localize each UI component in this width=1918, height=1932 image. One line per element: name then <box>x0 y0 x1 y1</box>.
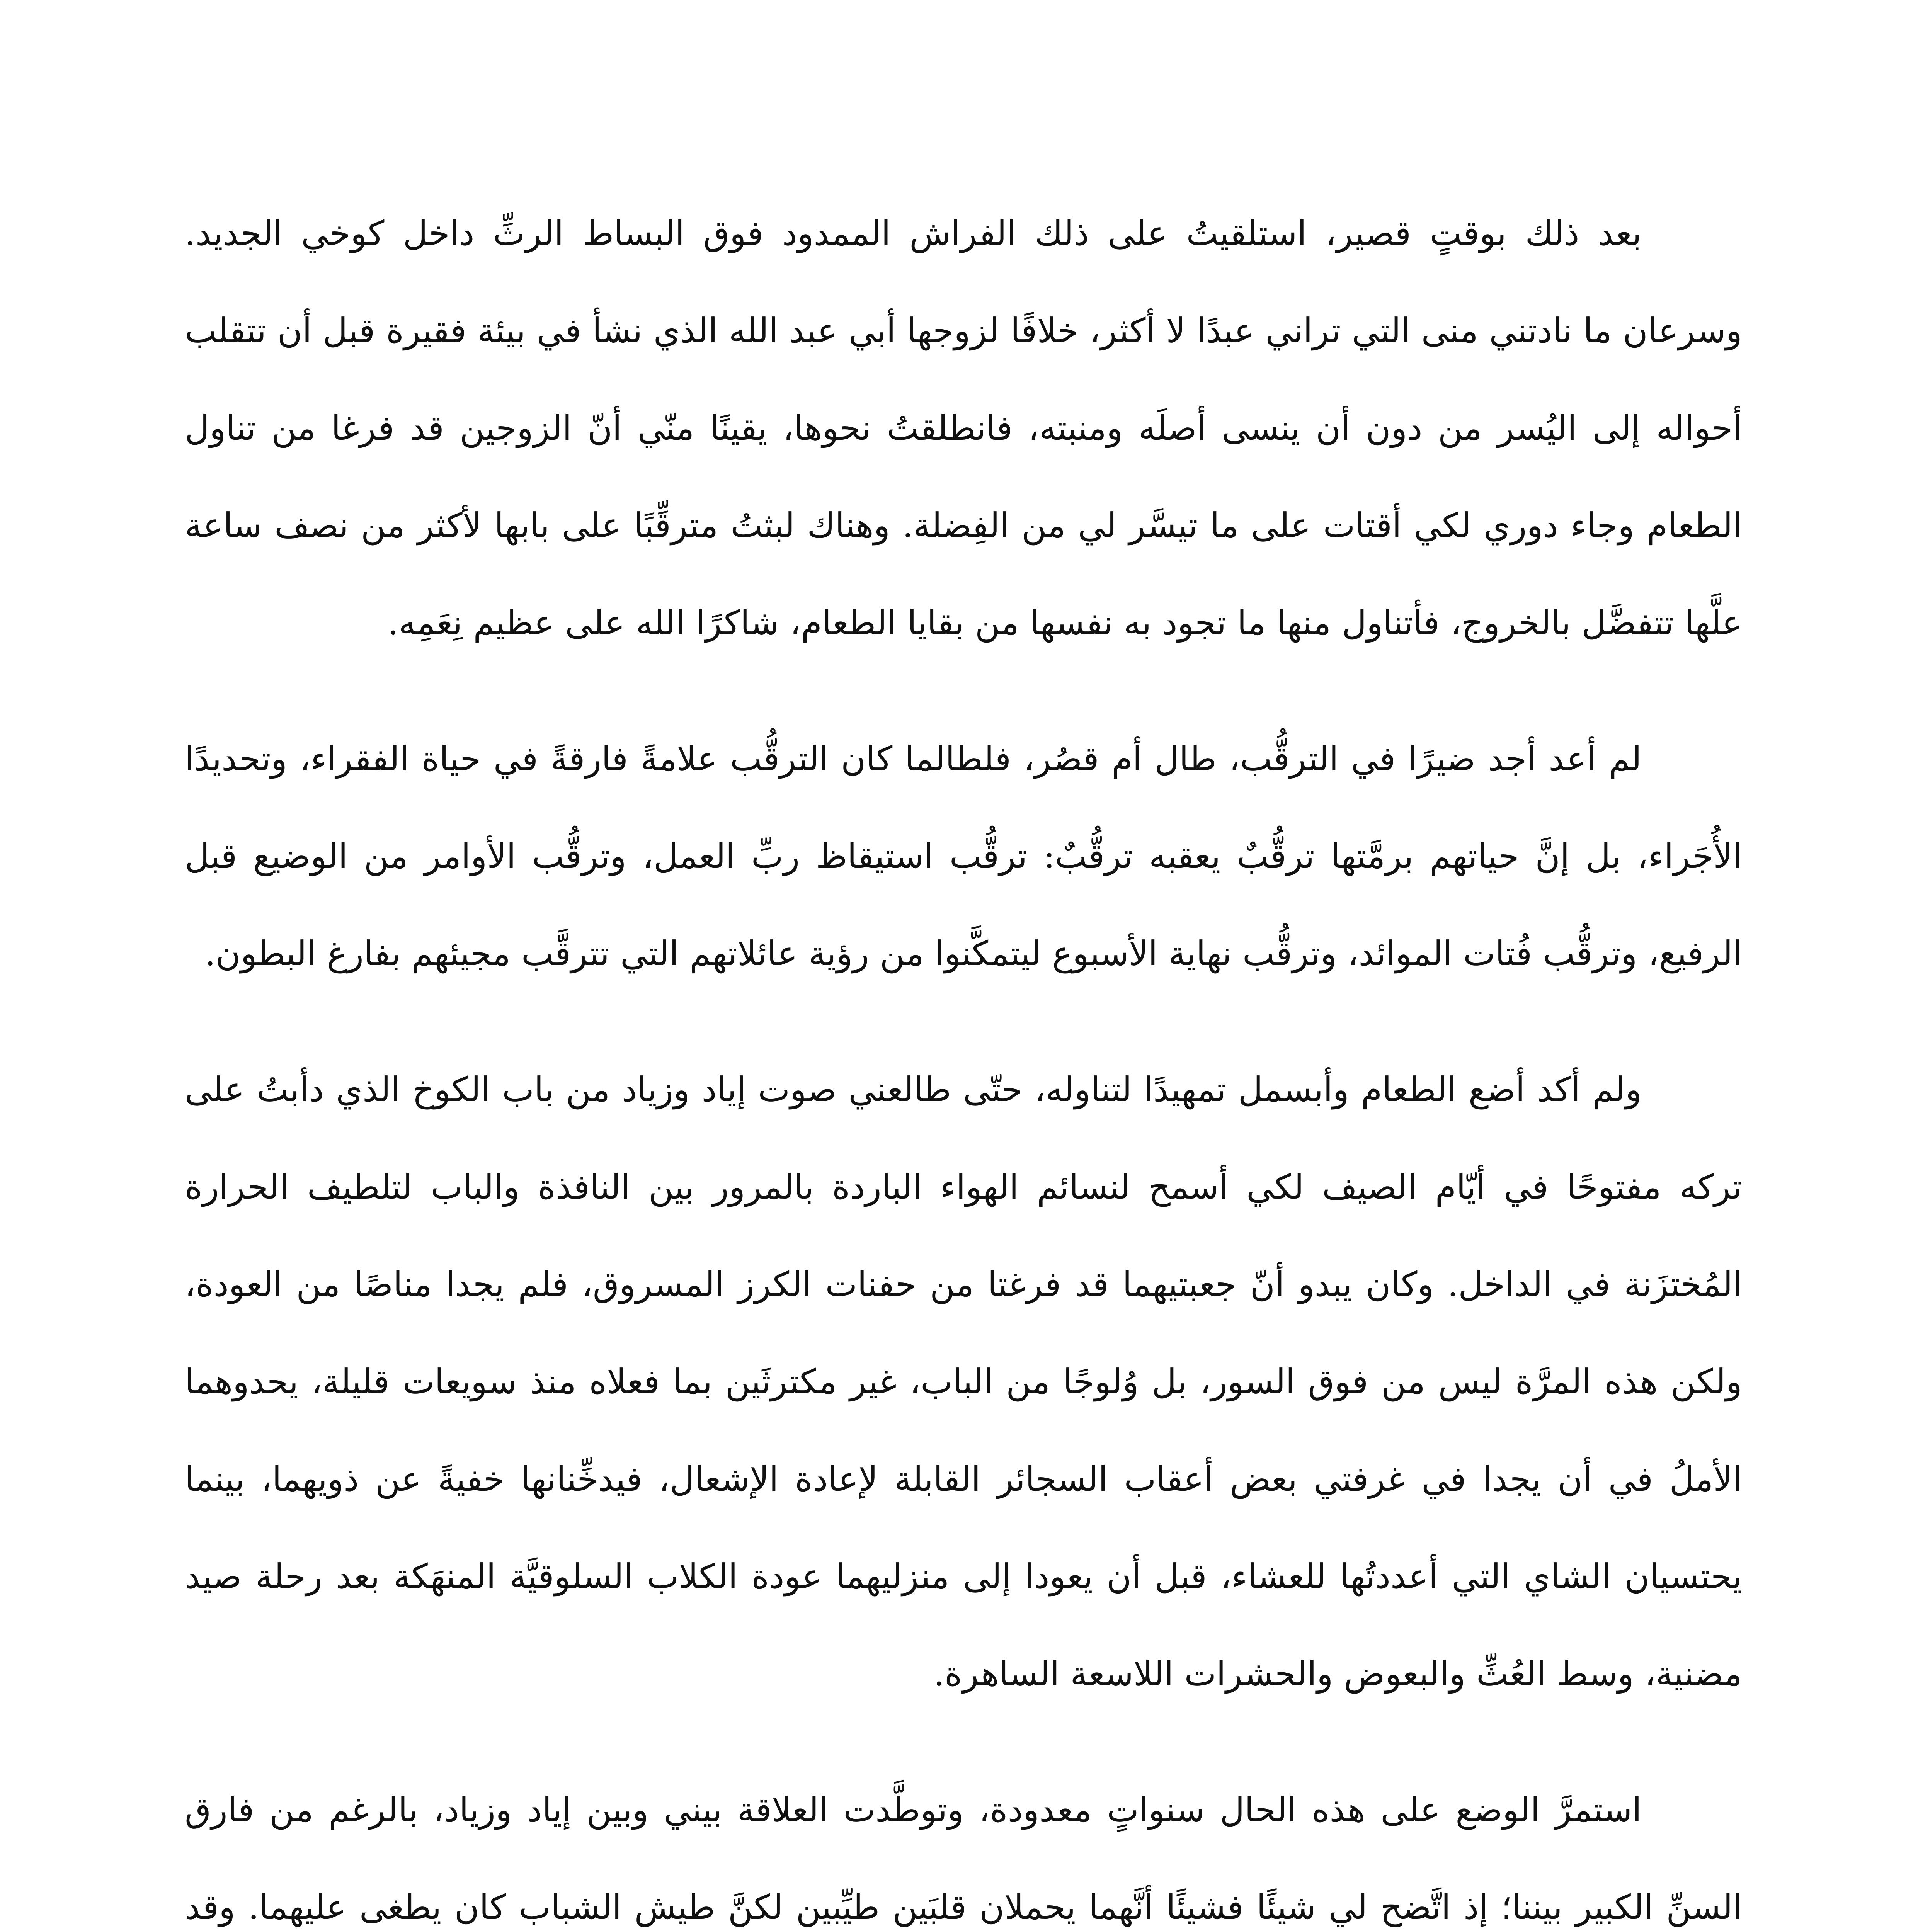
paragraph-4: استمرَّ الوضع على هذه الحال سنواتٍ معدودة، وتوطَّدت العلاقة بيني وبين إياد وزياد، بالرغم من فارق السنِّ الكبير بيننا؛ إذ اتَّضح لي شيئًا فشيئًا أنَّهما يحملان قلبَين طيِّبين لكنَّ طيش الشباب كان يطغى عليهما. وقد <box>185 1790 1742 1927</box>
paragraph-1: بعد ذلك بوقتٍ قصير، استلقيتُ على ذلك الفراش الممدود فوق البساط الرثِّ داخل كوخي الجديد. وسرعان ما نادتني منى التي تراني عبدًا لا أكثر، خلافًا لزوجها أبي عبد الله الذي نشأ في بيئة فقيرة قبل أن تتقلب أحواله إلى اليُسر من دون أن ينسى أصلَه ومنبته، فانطلقتُ نحوها، يقينًا منّي أنّ الزوجين قد فرغا من تناول الطعام وجاء دوري لكي أقتات على ما تيسَّر لي من الفِضلة. وهناك لبثتُ مترقِّبًا على بابها لأكثر من نصف ساعة علَّها تتفضَّل بالخروج، فأتناول منها ما تجود به نفسها من بقايا الطعام، شاكرًا الله على عظيم نِعَمِه. <box>185 213 1742 643</box>
text-body <box>185 185 1742 1932</box>
paragraph-2: لم أعد أجد ضيرًا في الترقُّب، طال أم قصُر، فلطالما كان الترقُّب علامةً فارقةً في حياة الفقراء، وتحديدًا الأُجَراء، بل إنَّ حياتهم برمَّتها ترقُّبٌ يعقبه ترقُّبٌ: ترقُّب استيقاظ ربِّ العمل، وترقُّب الأوامر من الوضيع قبل الرفيع، وترقُّب فُتات الموائد، وترقُّب نهاية الأسبوع ليتمكَّنوا من رؤية عائلاتهم التي تترقَّب مجيئهم بفارغ البطون. <box>185 739 1742 973</box>
paragraph-3: ولم أكد أضع الطعام وأبسمل تمهيدًا لتناوله، حتّى طالعني صوت إياد وزياد من باب الكوخ الذي دأبتُ على تركه مفتوحًا في أيّام الصيف لكي أسمح لنسائم الهواء الباردة بالمرور بين النافذة والباب لتلطيف الحرارة المُختزَنة في الداخل. وكان يبدو أنّ جعبتيهما قد فرغتا من حفنات الكرز المسروق، فلم يجدا مناصًا من العودة، ولكن هذه المرَّة ليس من فوق السور، بل وُلوجًا من الباب، غير مكترثَين بما فعلاه منذ سويعات قليلة، يحدوهما الأملُ في أن يجدا في غرفتي بعض أعقاب السجائر القابلة لإعادة الإشعال، فيدخِّنانها خفيةً عن ذويهما، بينما يحتسيان الشاي التي أعددتُها للعشاء، قبل أن يعودا إلى منزليهما عودة الكلاب السلوقيَّة المنهَكة بعد رحلة صيد مضنية، وسط العُثِّ والبعوض والحشرات اللاسعة الساهرة. <box>185 1070 1742 1694</box>
